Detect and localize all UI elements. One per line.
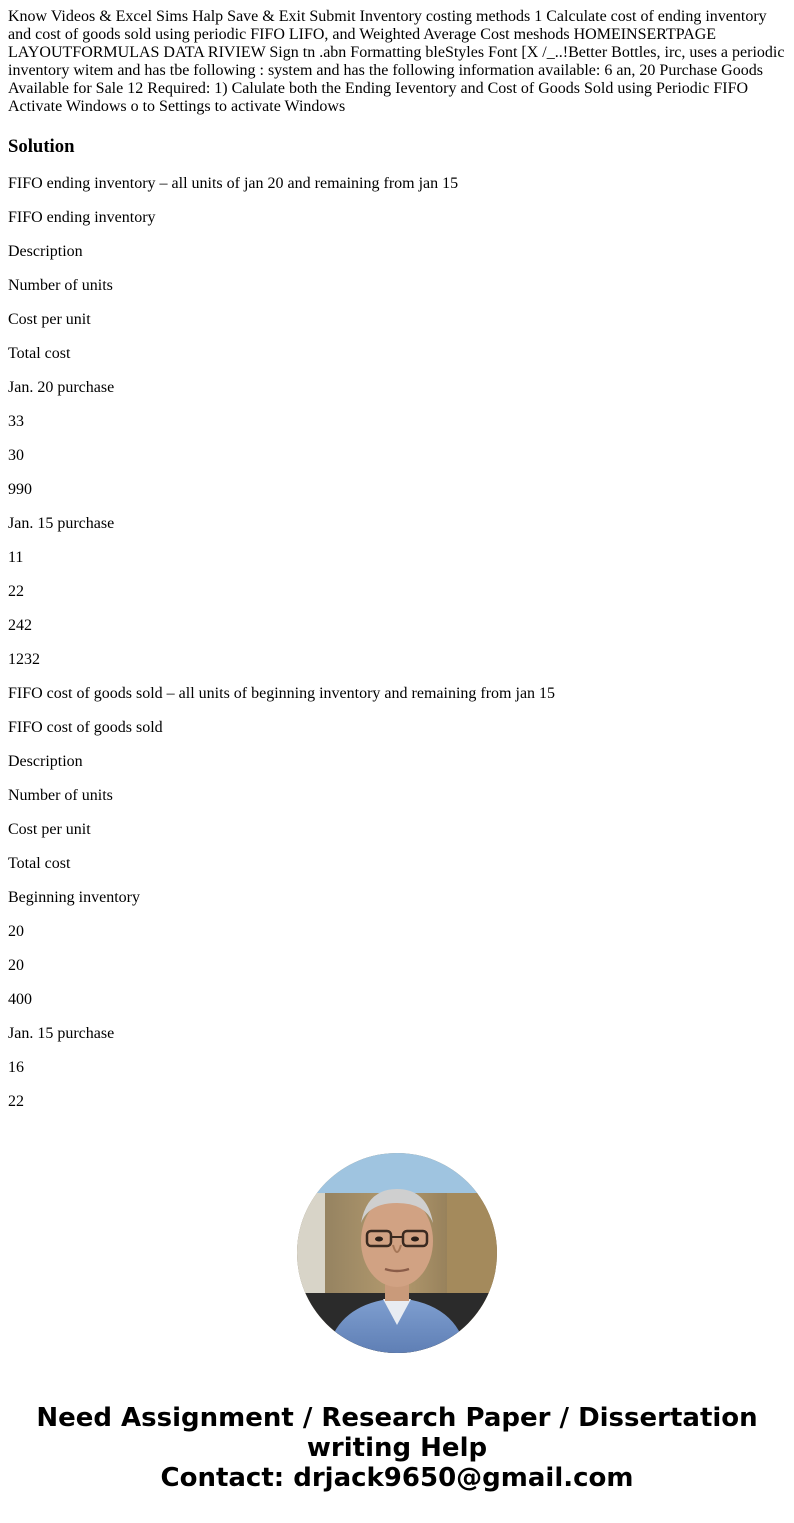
solution-line: Number of units bbox=[8, 277, 113, 294]
solution-line: 242 bbox=[8, 617, 32, 634]
solution-line: Description bbox=[8, 753, 83, 770]
solution-line: Total cost bbox=[8, 345, 71, 362]
solution-line: 22 bbox=[8, 583, 24, 600]
solution-line: Cost per unit bbox=[8, 311, 91, 328]
solution-heading: Solution bbox=[8, 136, 75, 157]
solution-line: 20 bbox=[8, 957, 24, 974]
author-photo-icon bbox=[297, 1153, 497, 1353]
solution-line: FIFO cost of goods sold bbox=[8, 719, 163, 736]
solution-line: Description bbox=[8, 243, 83, 260]
solution-line: FIFO cost of goods sold – all units of beginning inventory and remaining from jan 15 bbox=[8, 685, 556, 702]
solution-line: 20 bbox=[8, 923, 24, 940]
solution-line: Jan. 15 purchase bbox=[8, 1025, 115, 1042]
solution-line: 400 bbox=[8, 991, 32, 1008]
solution-line: 16 bbox=[8, 1059, 24, 1076]
solution-line: 990 bbox=[8, 481, 32, 498]
solution-line: FIFO ending inventory bbox=[8, 209, 156, 226]
contact-email: Contact: drjack9650@gmail.com bbox=[160, 1463, 634, 1493]
solution-line: Cost per unit bbox=[8, 821, 91, 838]
solution-line: Beginning inventory bbox=[8, 889, 140, 906]
solution-lines bbox=[8, 175, 788, 1127]
solution-line: 1232 bbox=[8, 651, 40, 668]
solution-line: Number of units bbox=[8, 787, 113, 804]
promo-line-2: writing Help bbox=[306, 1433, 488, 1463]
promo-line-1: Need Assignment / Research Paper / Dissertation bbox=[36, 1403, 758, 1433]
solution-line: 11 bbox=[8, 549, 24, 566]
solution-line: 22 bbox=[8, 1093, 24, 1110]
solution-line: FIFO ending inventory – all units of jan 20 and remaining from jan 15 bbox=[8, 175, 459, 192]
solution-line: Jan. 15 purchase bbox=[8, 515, 115, 532]
solution-line: 30 bbox=[8, 447, 24, 464]
solution-line: 33 bbox=[8, 413, 24, 430]
promo-footer bbox=[0, 1403, 794, 1493]
question-text: Know Videos & Excel Sims Halp Save & Exit Submit Inventory costing methods 1 Calculate cost of ending inventory and cost of goods sold using periodic FIFO LIFO, and Weighted Average Cost meshods HOMEINSERTPAGE LAYOUTFORMULAS DATA RIVIEW Sign tn .abn Formatting bleStyles Font [X /_..!Better Bottles, irc, uses a periodic inventory witem and has tbe following : system and has the following information available: 6 an, 20 Purchase Goods Available for Sale 12 Required: 1) Calulate both the Ending Ieventory and Cost of Goods Sold using Periodic FIFO Activate Windows o to Settings to activate Windows bbox=[8, 8, 785, 115]
solution-line: Jan. 20 purchase bbox=[8, 379, 115, 396]
document-body bbox=[8, 8, 788, 1110]
solution-line: Total cost bbox=[8, 855, 71, 872]
author-avatar bbox=[297, 1153, 497, 1353]
